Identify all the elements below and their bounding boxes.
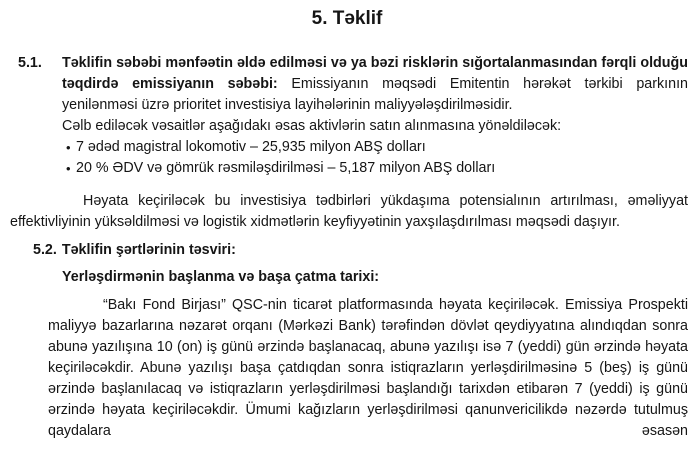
- section-5-1-number: 5.1.: [18, 55, 42, 71]
- section-5-1-intro-line: Cəlb ediləcək vəsaitlər aşağıdakı əsas aktivlərin satın alınmasına yönəldiləcək:: [62, 118, 562, 134]
- list-item: [62, 137, 688, 158]
- section-5-1-lead-rest: Emissiyanın məqsədi Emitentin hərəkət tərkibi parkının yenilənməsi üzrə prioritet investisiya layihələrinin maliyyələşdirilməsidir.: [62, 76, 688, 113]
- bullet-text-vat-customs: 20 % ƏDV və gömrük rəsmiləşdirilməsi – 5,187 milyon ABŞ dolları: [76, 160, 496, 176]
- section-5-2-heading: [33, 240, 694, 261]
- section-5-2-number: 5.2.: [33, 242, 57, 258]
- asset-bullet-list: [62, 137, 688, 179]
- section-5-1-lead-bold: Təklifin səbəbi mənfəətin əldə edilməsi və ya bəzi risklərin sığortalanmasından fərqli olduğu təqdirdə emissiyanın səbəbi:: [62, 55, 688, 92]
- list-item: [62, 158, 688, 179]
- section-5-2-heading-text: Təklifin şərtlərinin təsviri:: [61, 242, 236, 258]
- bullet-icon: •: [66, 140, 71, 155]
- section-5-1: [18, 53, 688, 179]
- placement-dates-subheading: Yerləşdirmənin başlanma və başa çatma tarixi:: [62, 269, 380, 285]
- bullet-icon: •: [66, 161, 71, 176]
- page-title: 5. Təklif: [311, 8, 383, 29]
- bullet-text-locomotives: 7 ədəd magistral lokomotiv – 25,935 milyon ABŞ dolları: [76, 139, 426, 155]
- section-5-1-lead-paragraph: [62, 53, 688, 116]
- investment-purpose-paragraph: Həyata keçiriləcək bu investisiya tədbirləri yükdaşıma potensialının artırılması, əməliyyat effektivliyinin yüksəldilməsi və logistik xidmətlərin keyfiyyətinin yaxşılaşdırılması məqsədi daşıyır.: [10, 193, 688, 230]
- document-page: [0, 6, 694, 464]
- placement-description-paragraph: “Bakı Fond Birjası” QSC-nin ticarət platformasında həyata keçiriləcək. Emissiya Prospekti maliyyə bazarlarına nəzarət orqanı (Mərkəzi Bank) tərəfindən dövlət qeydiyyatına alındıqdan sonra abunə yazılışına 10 (on) iş günü ərzində başlanacaq, abunə yazılışı isə 7 (yeddi) gün ərzində həyata keçiriləcəkdir. Abunə yazılışı başa çatdıqdan sonra istiqrazların yerləşdirilməsinə 5 (beş) iş günü ərzində başlanılacaq və istiqrazların yerləşdirilməsi başlandığı tarixdən etibarən 7 (yeddi) iş günü ərzində həyata keçiriləcəkdir. Ümumi kağızların yerləşdirilməsi qanunvericilikdə nəzərdə tutulmuş qaydalara əsasən: [48, 297, 688, 439]
